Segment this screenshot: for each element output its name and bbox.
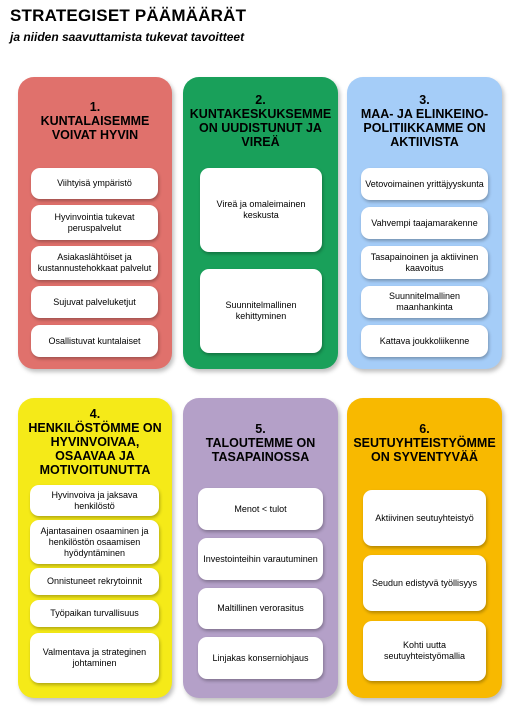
goal-box: Investointeihin varautuminen xyxy=(198,538,323,580)
goal-box: Sujuvat palveluketjut xyxy=(31,286,158,318)
goal-box: Seudun edistyvä työllisyys xyxy=(363,555,486,611)
panel-number: 5. xyxy=(255,422,266,436)
heading-line: KUNTALAISEMME xyxy=(40,114,150,128)
goal-box: Vireä ja omaleimainen keskusta xyxy=(200,168,322,252)
goal-panel-6 xyxy=(347,398,502,698)
heading-line: KUNTAKESKUKSEMME xyxy=(189,107,332,121)
panel-number: 2. xyxy=(255,93,266,107)
heading-line: TALOUTEMME ON xyxy=(205,436,316,450)
goal-box: Viihtyisä ympäristö xyxy=(31,168,158,199)
panel-number: 1. xyxy=(89,100,101,114)
heading-line: VOIVAT HYVIN xyxy=(51,128,139,142)
panel-heading xyxy=(187,422,334,464)
goal-box: Asiakaslähtöiset ja kustannustehokkaat palvelut xyxy=(31,246,158,280)
page-subtitle: ja niiden saavuttamista tukevat tavoitteet xyxy=(10,30,245,44)
goal-box: Suunnitelmallinen maanhankinta xyxy=(361,286,488,318)
goal-box: Suunnitelmallinen kehittyminen xyxy=(200,269,322,353)
goal-box: Hyvinvointia tukevat peruspalvelut xyxy=(31,205,158,240)
panel-heading xyxy=(22,100,168,142)
goal-panel-2 xyxy=(183,77,338,369)
heading-line: POLITIIKKAMME ON xyxy=(363,121,486,135)
heading-line: MOTIVOITUNUTTA xyxy=(39,463,151,477)
heading-line: HYVINVOIVAA, xyxy=(50,435,140,449)
goal-box: Maltillinen verorasitus xyxy=(198,588,323,629)
goal-box: Linjakas konserniohjaus xyxy=(198,637,323,679)
panel-number: 6. xyxy=(419,422,430,436)
goal-box: Vetovoimainen yrittäjyyskunta xyxy=(361,168,488,200)
goal-box: Tasapainoinen ja aktiivinen kaavoitus xyxy=(361,246,488,279)
goal-box: Onnistuneet rekrytoinnit xyxy=(30,568,159,595)
panel-number: 4. xyxy=(89,407,101,421)
heading-line: SEUTUYHTEISTYÖMME xyxy=(353,436,496,450)
heading-line: TASAPAINOSSA xyxy=(211,450,310,464)
goal-box: Menot < tulot xyxy=(198,488,323,530)
heading-line: MAA- JA ELINKEINO- xyxy=(360,107,489,121)
goal-box: Osallistuvat kuntalaiset xyxy=(31,325,158,357)
panel-number: 3. xyxy=(419,93,430,107)
heading-line: VIREÄ xyxy=(241,135,280,149)
panel-heading xyxy=(187,93,334,149)
heading-line: ON SYVENTYVÄÄ xyxy=(371,450,478,464)
goal-panel-4 xyxy=(18,398,172,698)
goal-panel-3 xyxy=(347,77,502,369)
heading-line: ON UUDISTUNUT JA xyxy=(199,121,322,135)
goal-box: Kohti uutta seutuyhteistyömallia xyxy=(363,621,486,681)
goal-box: Työpaikan turvallisuus xyxy=(30,600,159,627)
goal-box: Hyvinvoiva ja jaksava henkilöstö xyxy=(30,485,159,516)
panel-heading xyxy=(351,93,498,149)
goal-box: Aktiivinen seutuyhteistyö xyxy=(363,490,486,546)
goal-box: Vahvempi taajamarakenne xyxy=(361,207,488,239)
goal-panel-1 xyxy=(18,77,172,369)
goal-box: Ajantasainen osaaminen ja henkilöstön osaamisen hyödyntäminen xyxy=(30,520,159,564)
goal-box: Valmentava ja strateginen johtaminen xyxy=(30,633,159,683)
goal-box: Kattava joukkoliikenne xyxy=(361,325,488,357)
panel-heading xyxy=(351,422,498,464)
page-title: STRATEGISET PÄÄMÄÄRÄT xyxy=(10,6,247,25)
heading-line: HENKILÖSTÖMME ON xyxy=(28,421,162,435)
heading-line: AKTIIVISTA xyxy=(390,135,459,149)
panel-heading xyxy=(22,407,168,477)
heading-line: OSAAVAA JA xyxy=(55,449,135,463)
goal-panel-5 xyxy=(183,398,338,698)
